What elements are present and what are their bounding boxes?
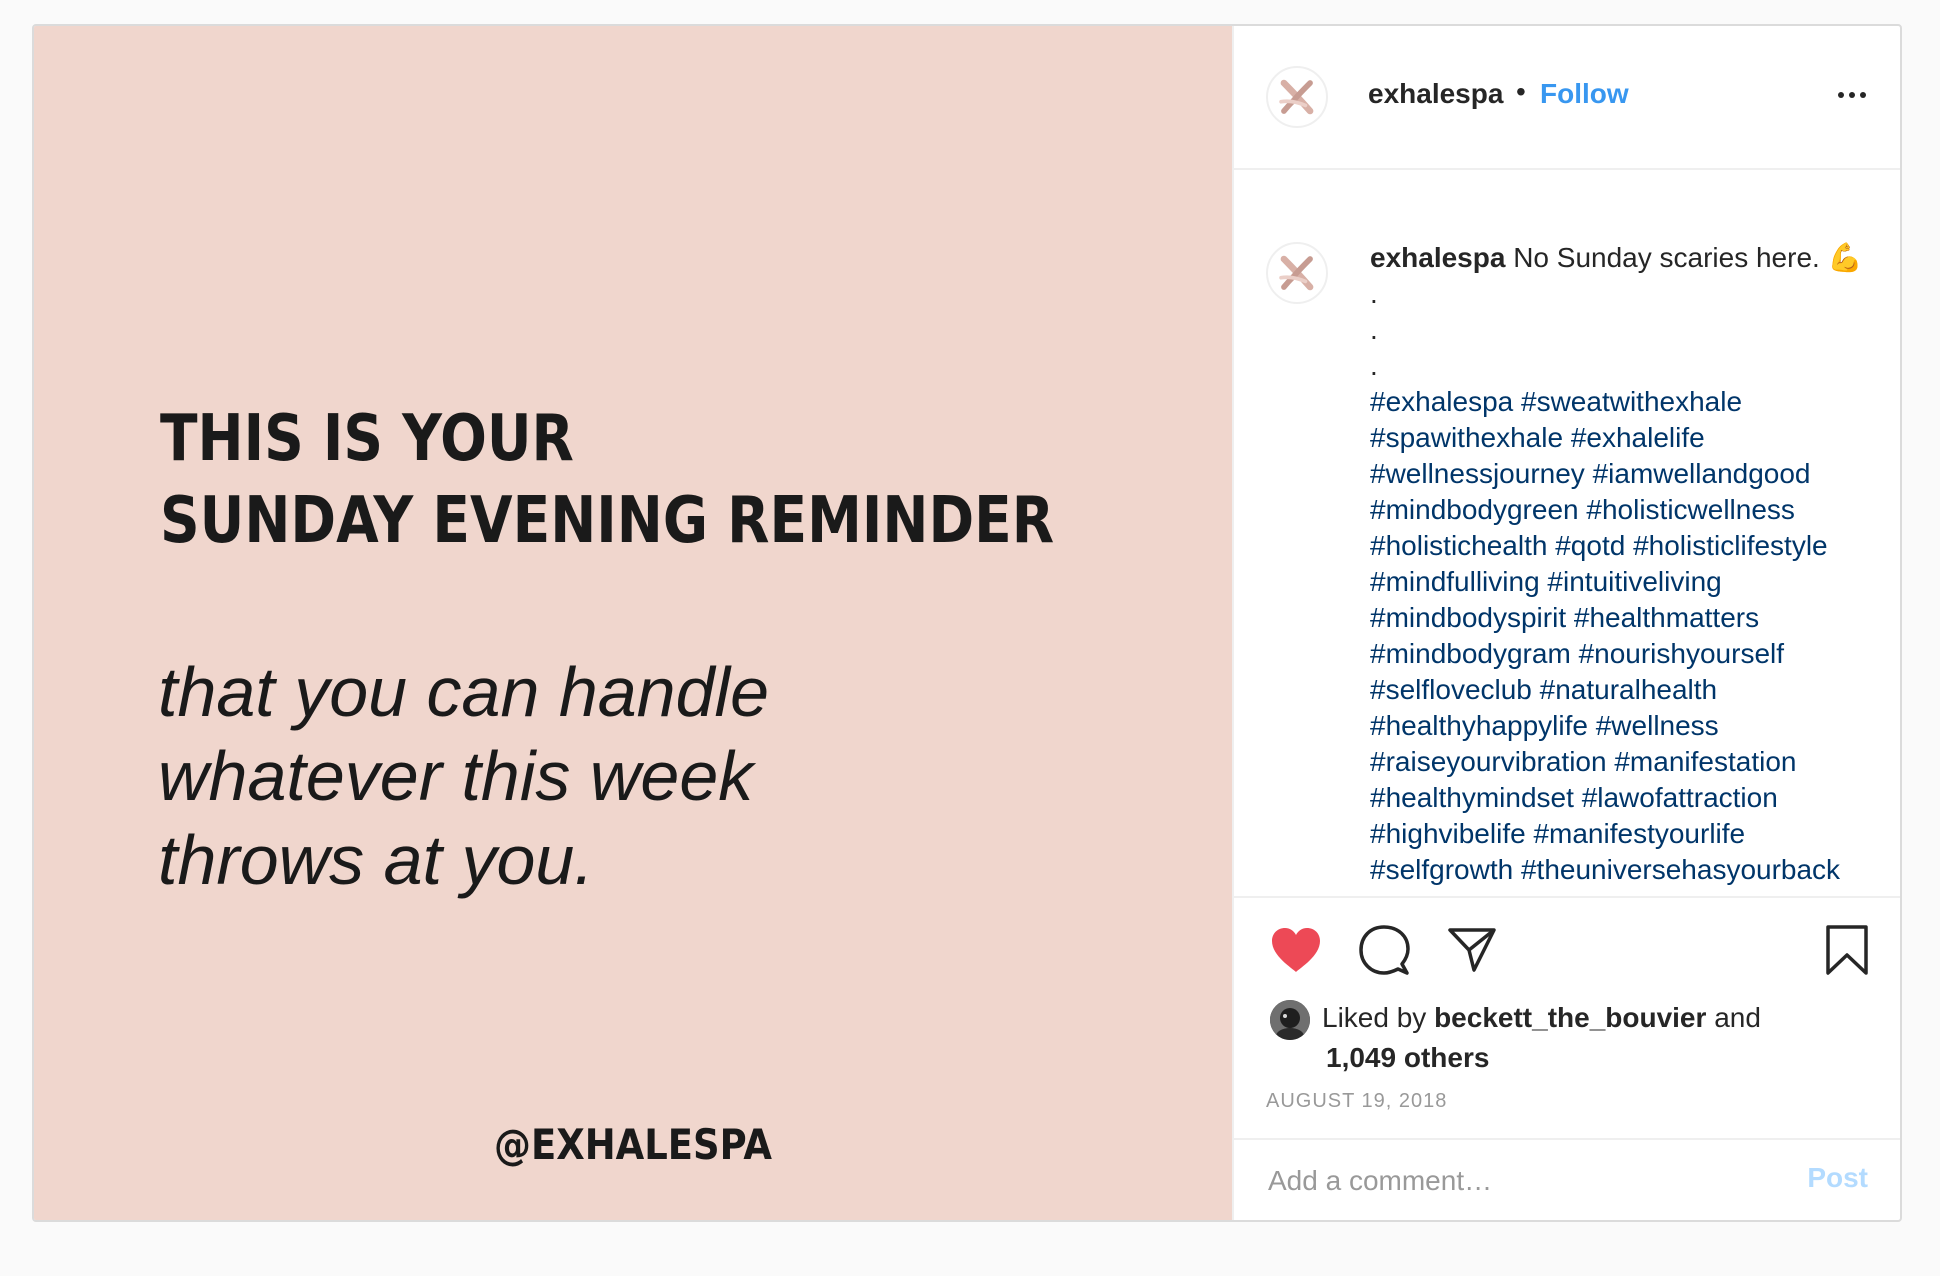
share-icon[interactable] bbox=[1446, 924, 1498, 976]
caption-dot: . bbox=[1370, 278, 1378, 309]
hashtag-link[interactable]: #nourishyourself bbox=[1578, 638, 1785, 669]
post-header bbox=[1234, 26, 1902, 170]
header-username[interactable]: exhalespa bbox=[1368, 78, 1504, 109]
hashtag-link[interactable]: #qotd bbox=[1555, 530, 1626, 561]
image-headline bbox=[160, 398, 1054, 562]
hashtag-line bbox=[1370, 708, 1890, 744]
post-image[interactable] bbox=[34, 26, 1232, 1222]
hashtag-list bbox=[1370, 384, 1890, 888]
hashtag-link[interactable]: #mindfulliving bbox=[1370, 566, 1540, 597]
hashtag-link[interactable]: #healthymindset bbox=[1370, 782, 1574, 813]
hashtag-line bbox=[1370, 528, 1890, 564]
bookmark-icon[interactable] bbox=[1824, 924, 1870, 976]
post-date[interactable]: AUGUST 19, 2018 bbox=[1266, 1090, 1448, 1112]
liked-by-prefix: Liked by bbox=[1322, 1002, 1427, 1033]
headline-line-2: SUNDAY EVENING REMINDER bbox=[160, 484, 1055, 558]
hashtag-link[interactable]: #lawofattraction bbox=[1581, 782, 1778, 813]
hashtag-link[interactable]: #exhalelife bbox=[1570, 422, 1705, 453]
italic-line-3: throws at you. bbox=[158, 821, 594, 899]
hashtag-link[interactable]: #spawithexhale bbox=[1370, 422, 1564, 453]
comment-bar bbox=[1234, 1138, 1902, 1222]
hashtag-link[interactable]: #mindbodygram bbox=[1370, 638, 1571, 669]
hashtag-link[interactable]: #holisticlifestyle bbox=[1633, 530, 1828, 561]
caption-username[interactable]: exhalespa bbox=[1370, 242, 1506, 273]
header-separator: • bbox=[1516, 76, 1526, 107]
hashtag-line bbox=[1370, 672, 1890, 708]
hashtag-line bbox=[1370, 816, 1890, 852]
caption-dot: . bbox=[1370, 314, 1378, 345]
hashtag-line bbox=[1370, 636, 1890, 672]
caption-avatar[interactable] bbox=[1266, 242, 1328, 304]
hashtag-link[interactable]: #wellnessjourney bbox=[1370, 458, 1585, 489]
italic-line-2: whatever this week bbox=[158, 737, 754, 815]
hashtag-line bbox=[1370, 492, 1890, 528]
hashtag-link[interactable]: #manifestyourlife bbox=[1533, 818, 1746, 849]
hashtag-link[interactable]: #healthmatters bbox=[1573, 602, 1760, 633]
hashtag-line bbox=[1370, 564, 1890, 600]
hashtag-link[interactable]: #naturalhealth bbox=[1539, 674, 1718, 705]
hashtag-line bbox=[1370, 384, 1890, 420]
caption-first-line bbox=[1370, 240, 1890, 276]
hashtag-link[interactable]: #holisticwellness bbox=[1586, 494, 1795, 525]
hashtag-line bbox=[1370, 420, 1890, 456]
comment-input[interactable] bbox=[1266, 1158, 1770, 1204]
hashtag-line bbox=[1370, 456, 1890, 492]
italic-line-1: that you can handle bbox=[158, 653, 770, 731]
follow-button[interactable]: Follow bbox=[1540, 78, 1629, 109]
post-side-panel bbox=[1232, 26, 1900, 1222]
hashtag-link[interactable]: #intuitiveliving bbox=[1547, 566, 1722, 597]
hashtag-link[interactable]: #mindbodyspirit bbox=[1370, 602, 1567, 633]
liked-by-text bbox=[1322, 998, 1882, 1038]
caption-dot: . bbox=[1370, 350, 1378, 381]
hashtag-line bbox=[1370, 600, 1890, 636]
hashtag-link[interactable]: #healthyhappylife bbox=[1370, 710, 1588, 741]
hashtag-line bbox=[1370, 780, 1890, 816]
image-handle-tag: @EXHALESPA bbox=[494, 1120, 772, 1169]
heart-filled-icon[interactable] bbox=[1270, 926, 1322, 974]
more-horizontal-icon[interactable] bbox=[1838, 92, 1866, 98]
hashtag-link[interactable]: #sweatwithexhale bbox=[1521, 386, 1743, 417]
hashtag-link[interactable]: #selfgrowth bbox=[1370, 854, 1514, 885]
exhale-logo-icon bbox=[1268, 68, 1326, 126]
liked-by-conjunction: and bbox=[1714, 1002, 1761, 1033]
liker-username[interactable]: beckett_the_bouvier bbox=[1434, 1002, 1707, 1033]
caption-dots bbox=[1370, 276, 1890, 384]
hashtag-link[interactable]: #selfloveclub bbox=[1370, 674, 1532, 705]
hashtag-line bbox=[1370, 852, 1890, 888]
post-card bbox=[32, 24, 1902, 1222]
image-italic-text bbox=[158, 650, 769, 902]
post-actions bbox=[1234, 898, 1902, 1138]
post-comment-button[interactable]: Post bbox=[1807, 1162, 1868, 1193]
hashtag-link[interactable]: #holistichealth bbox=[1370, 530, 1548, 561]
hashtag-link[interactable]: #exhalespa bbox=[1370, 386, 1514, 417]
exhale-logo-icon bbox=[1268, 244, 1326, 302]
headline-line-1: THIS IS YOUR bbox=[160, 402, 574, 476]
profile-avatar[interactable] bbox=[1266, 66, 1328, 128]
hashtag-link[interactable]: #theuniversehasyourback bbox=[1520, 854, 1841, 885]
caption-area bbox=[1234, 170, 1902, 898]
caption-body bbox=[1370, 240, 1890, 888]
hashtag-link[interactable]: #manifestation bbox=[1614, 746, 1797, 777]
hashtag-link[interactable]: #mindbodygreen bbox=[1370, 494, 1579, 525]
hashtag-link[interactable]: #highvibelife bbox=[1370, 818, 1526, 849]
comment-icon[interactable] bbox=[1358, 924, 1410, 976]
hashtag-link[interactable]: #iamwellandgood bbox=[1592, 458, 1811, 489]
likes-others-link[interactable]: 1,049 others bbox=[1326, 1042, 1490, 1073]
flexed-biceps-emoji: 💪 bbox=[1827, 242, 1863, 273]
hashtag-link[interactable]: #raiseyourvibration bbox=[1370, 746, 1607, 777]
liker-avatar[interactable] bbox=[1270, 1000, 1310, 1040]
caption-text: No Sunday scaries here. bbox=[1513, 242, 1820, 273]
hashtag-link[interactable]: #wellness bbox=[1595, 710, 1719, 741]
hashtag-line bbox=[1370, 744, 1890, 780]
